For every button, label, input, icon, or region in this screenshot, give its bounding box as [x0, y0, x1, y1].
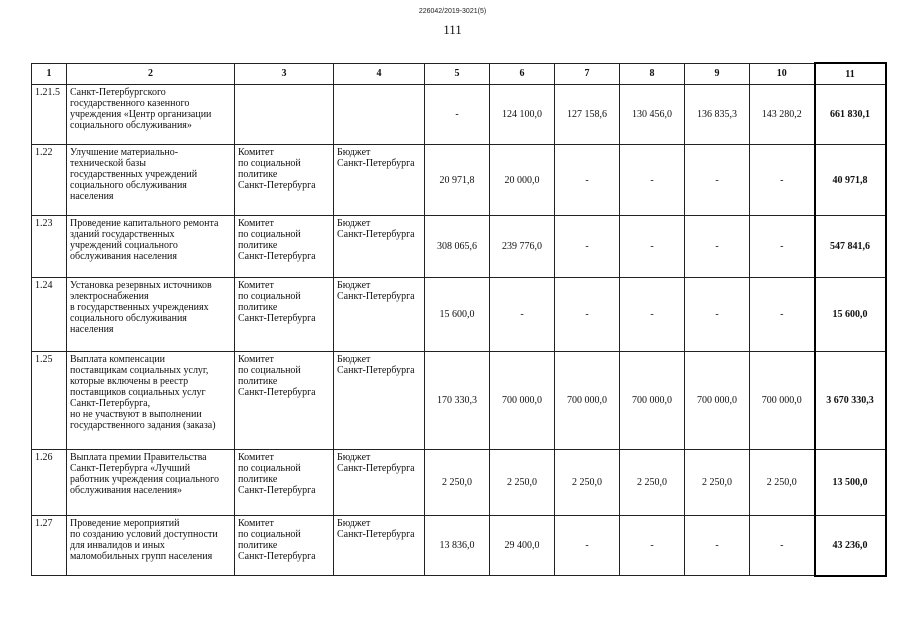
row-value-5: 2 250,0 — [425, 450, 490, 516]
row-value-8: - — [620, 278, 685, 352]
col-header-4: 4 — [334, 63, 425, 85]
table-row — [32, 450, 886, 516]
row-total: 547 841,6 — [815, 216, 886, 278]
row-value-9: 136 835,3 — [685, 85, 750, 145]
row-name: Проведение мероприятий по созданию условий доступности для инвалидов и иных маломобильных групп населения — [67, 516, 235, 576]
page-number: 111 — [443, 22, 462, 37]
row-executor: Комитет по социальной политике Санкт-Петербурга — [235, 145, 334, 216]
row-total: 43 236,0 — [815, 516, 886, 576]
row-value-6: 124 100,0 — [490, 85, 555, 145]
row-value-10: 143 280,2 — [750, 85, 815, 145]
row-name: Выплата премии Правительства Санкт-Петербурга «Лучший работник учреждения социального обслуживания населения» — [67, 450, 235, 516]
row-source — [334, 85, 425, 145]
row-value-5: 13 836,0 — [425, 516, 490, 576]
col-header-7: 7 — [555, 63, 620, 85]
row-value-7: - — [555, 216, 620, 278]
row-value-6: 239 776,0 — [490, 216, 555, 278]
row-value-6: 2 250,0 — [490, 450, 555, 516]
table-row — [32, 216, 886, 278]
row-value-8: - — [620, 216, 685, 278]
col-header-6: 6 — [490, 63, 555, 85]
row-index: 1.24 — [32, 278, 67, 352]
row-value-7: 2 250,0 — [555, 450, 620, 516]
table-row — [32, 352, 886, 450]
row-value-8: 700 000,0 — [620, 352, 685, 450]
row-value-10: - — [750, 278, 815, 352]
col-header-8: 8 — [620, 63, 685, 85]
table-header — [32, 63, 886, 85]
row-total: 15 600,0 — [815, 278, 886, 352]
row-source: Бюджет Санкт-Петербурга — [334, 450, 425, 516]
row-value-6: 700 000,0 — [490, 352, 555, 450]
table-body — [32, 85, 886, 576]
row-executor: Комитет по социальной политике Санкт-Петербурга — [235, 516, 334, 576]
row-value-6: 29 400,0 — [490, 516, 555, 576]
row-name: Выплата компенсации поставщикам социальных услуг, которые включены в реестр поставщиков социальных услуг Санкт-Петербурга, но не участвуют в выполнении государственного задания (заказа) — [67, 352, 235, 450]
row-executor: Комитет по социальной политике Санкт-Петербурга — [235, 352, 334, 450]
row-name: Улучшение материально- технической базы государственных учреждений социального обслуживания населения — [67, 145, 235, 216]
row-value-5: 20 971,8 — [425, 145, 490, 216]
row-value-7: - — [555, 278, 620, 352]
row-value-5: 308 065,6 — [425, 216, 490, 278]
col-header-9: 9 — [685, 63, 750, 85]
row-source: Бюджет Санкт-Петербурга — [334, 216, 425, 278]
col-header-10: 10 — [750, 63, 815, 85]
row-value-9: - — [685, 145, 750, 216]
row-name: Проведение капитального ремонта зданий государственных учреждений социального обслуживания населения — [67, 216, 235, 278]
row-name: Установка резервных источников электроснабжения в государственных учреждениях социального обслуживания населения — [67, 278, 235, 352]
row-value-8: - — [620, 145, 685, 216]
row-value-6: - — [490, 278, 555, 352]
budget-table — [31, 62, 887, 577]
row-value-10: 700 000,0 — [750, 352, 815, 450]
col-header-2: 2 — [67, 63, 235, 85]
row-value-5: 15 600,0 — [425, 278, 490, 352]
table-row — [32, 516, 886, 576]
row-total: 13 500,0 — [815, 450, 886, 516]
row-executor: Комитет по социальной политике Санкт-Петербурга — [235, 216, 334, 278]
col-header-11: 11 — [815, 63, 886, 85]
row-value-10: 2 250,0 — [750, 450, 815, 516]
row-executor: Комитет по социальной политике Санкт-Петербурга — [235, 450, 334, 516]
row-name: Санкт-Петербургского государственного казенного учреждения «Центр организации социального обслуживания» — [67, 85, 235, 145]
row-source: Бюджет Санкт-Петербурга — [334, 516, 425, 576]
row-value-9: 2 250,0 — [685, 450, 750, 516]
table-row — [32, 145, 886, 216]
row-total: 661 830,1 — [815, 85, 886, 145]
row-index: 1.26 — [32, 450, 67, 516]
document-id: 226042/2019-3021(5) — [418, 8, 487, 15]
table-row — [32, 85, 886, 145]
row-value-7: - — [555, 516, 620, 576]
row-index: 1.22 — [32, 145, 67, 216]
row-total: 40 971,8 — [815, 145, 886, 216]
row-value-10: - — [750, 145, 815, 216]
table-row — [32, 278, 886, 352]
col-header-1: 1 — [32, 63, 67, 85]
row-index: 1.21.5 — [32, 85, 67, 145]
row-value-6: 20 000,0 — [490, 145, 555, 216]
row-value-7: 700 000,0 — [555, 352, 620, 450]
row-value-8: - — [620, 516, 685, 576]
row-value-5: 170 330,3 — [425, 352, 490, 450]
row-source: Бюджет Санкт-Петербурга — [334, 352, 425, 450]
row-source: Бюджет Санкт-Петербурга — [334, 278, 425, 352]
row-executor: Комитет по социальной политике Санкт-Петербурга — [235, 278, 334, 352]
col-header-5: 5 — [425, 63, 490, 85]
row-value-9: 700 000,0 — [685, 352, 750, 450]
row-value-9: - — [685, 216, 750, 278]
row-executor — [235, 85, 334, 145]
row-source: Бюджет Санкт-Петербурга — [334, 145, 425, 216]
row-value-8: 130 456,0 — [620, 85, 685, 145]
row-value-7: 127 158,6 — [555, 85, 620, 145]
row-value-10: - — [750, 216, 815, 278]
row-index: 1.25 — [32, 352, 67, 450]
header-row — [32, 63, 886, 85]
row-total: 3 670 330,3 — [815, 352, 886, 450]
row-value-10: - — [750, 516, 815, 576]
row-value-7: - — [555, 145, 620, 216]
row-index: 1.27 — [32, 516, 67, 576]
row-index: 1.23 — [32, 216, 67, 278]
col-header-3: 3 — [235, 63, 334, 85]
row-value-5: - — [425, 85, 490, 145]
row-value-8: 2 250,0 — [620, 450, 685, 516]
row-value-9: - — [685, 278, 750, 352]
row-value-9: - — [685, 516, 750, 576]
